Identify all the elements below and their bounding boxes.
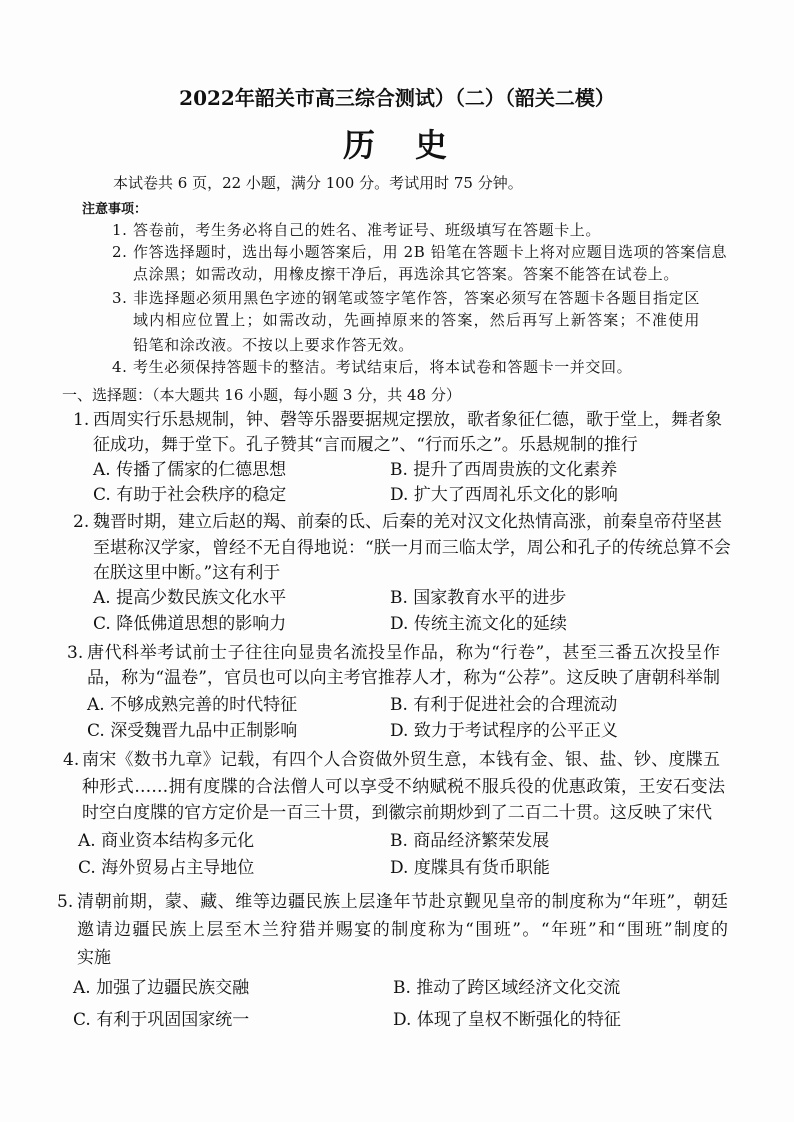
option-c: C. 有助于社会秩序的稳定 <box>93 485 287 505</box>
question-stem-line: 品，称为“温卷”，官员也可以向主考官推荐人才，称为“公荐”。这反映了唐朝科举制 <box>87 668 720 688</box>
option-d: D. 度牒具有货币职能 <box>390 858 550 878</box>
question-stem-line: 清朝前期，蒙、藏、维等边疆民族上层逢年节赴京觐见皇帝的制度称为“年班”，朝廷 <box>77 892 728 912</box>
question-stem-line: 南宋《数书九章》记载，有四个人合资做外贸生意，本钱有金、银、盐、钞、度牒五 <box>82 750 720 770</box>
option-b: B. 提升了西周贵族的文化素养 <box>390 460 618 480</box>
note-line: 点涂黑；如需改动，用橡皮擦干净后，再选涂其它答案。答案不能答在试卷上。 <box>133 265 680 283</box>
notes-heading: 注意事项： <box>82 202 148 217</box>
note-line: 答卷前，考生务必将自己的姓名、准考证号、班级填写在答题卡上。 <box>133 221 602 239</box>
note-line: 考生必须保持答题卡的整洁。考试结束后，将本试卷和答题卡一并交回。 <box>133 358 633 376</box>
question-number: 4. <box>63 750 80 770</box>
option-c: C. 海外贸易占主导地位 <box>78 858 255 878</box>
option-a: A. 传播了儒家的仁德思想 <box>93 460 287 480</box>
question-stem-line: 魏晋时期，建立后赵的羯、前秦的氐、后秦的羌对汉文化热情高涨，前秦皇帝苻坚甚 <box>93 512 722 532</box>
question-number: 3. <box>67 643 84 663</box>
exam-title: 2022年韶关市高三综合测试）（二）（韶关二模） <box>179 86 615 110</box>
option-d: D. 传统主流文化的延续 <box>390 614 567 634</box>
option-c: C. 降低佛道思想的影响力 <box>93 614 287 634</box>
question-stem-line: 实施 <box>77 948 111 968</box>
question-number: 2. <box>73 512 90 532</box>
option-b: B. 商品经济繁荣发展 <box>390 831 550 851</box>
option-c: C. 有利于巩固国家统一 <box>73 1010 250 1030</box>
note-line: 作答选择题时，选出每小题答案后，用 2B 铅笔在答题卡上将对应题目选项的答案信息 <box>133 243 728 261</box>
question-stem-line: 唐代科举考试前士子往往向显贵名流投呈作品，称为“行卷”，甚至三番五次投呈作 <box>87 643 720 663</box>
question-stem-line: 种形式……拥有度牒的合法僧人可以享受不纳赋税不服兵役的优惠政策，王安石变法 <box>82 777 725 797</box>
exam-intro: 本试卷共 6 页，22 小题，满分 100 分。考试用时 75 分钟。 <box>113 174 523 192</box>
option-d: D. 致力于考试程序的公平正义 <box>390 721 618 741</box>
section-heading: 一、选择题：（本大题共 16 小题，每小题 3 分，共 48 分） <box>62 386 461 404</box>
option-a: A. 不够成熟完善的时代特征 <box>87 695 298 715</box>
note-line: 域内相应位置上；如需改动，先画掉原来的答案，然后再写上新答案；不准使用 <box>133 311 700 329</box>
option-a: A. 提高少数民族文化水平 <box>93 588 287 608</box>
question-number: 1. <box>73 410 90 430</box>
question-stem-line: 邀请边疆民族上层至木兰狩猎并赐宴的制度称为“围班”。“年班”和“围班”制度的 <box>77 920 728 940</box>
question-stem-line: 征成功，舞于堂下。孔子赞其“言而履之”、“行而乐之”。乐悬规制的推行 <box>93 435 638 455</box>
question-stem-line: 至堪称汉学家，曾经不无自得地说：“朕一月而三临太学，周公和孔子的传统总算不会 <box>93 538 731 558</box>
question-number: 5. <box>57 892 74 912</box>
question-stem-line: 在朕这里中断。”这有利于 <box>93 563 281 583</box>
note-number: 2. <box>112 243 128 261</box>
option-a: A. 加强了边疆民族交融 <box>73 978 250 998</box>
subject-title: 历 史 <box>342 126 451 164</box>
note-number: 1. <box>112 221 128 239</box>
option-b: B. 国家教育水平的进步 <box>390 588 567 608</box>
option-b: B. 有利于促进社会的合理流动 <box>390 695 618 715</box>
option-a: A. 商业资本结构多元化 <box>78 831 255 851</box>
note-number: 3. <box>112 289 128 307</box>
option-b: B. 推动了跨区域经济文化交流 <box>393 978 621 998</box>
question-stem-line: 时空白度牒的官方定价是一百三十贯，到徽宗前期炒到了二百二十贯。这反映了宋代 <box>82 803 712 823</box>
note-line: 铅笔和涂改液。不按以上要求作答无效。 <box>133 336 414 354</box>
option-d: D. 扩大了西周礼乐文化的影响 <box>390 485 618 505</box>
question-stem-line: 西周实行乐悬规制，钟、磬等乐器要据规定摆放，歌者象征仁德，歌于堂上，舞者象 <box>93 410 722 430</box>
note-line: 非选择题必须用黑色字迹的钢笔或签字笔作答，答案必须写在答题卡各题目指定区 <box>133 289 700 307</box>
option-d: D. 体现了皇权不断强化的特征 <box>393 1010 621 1030</box>
note-number: 4. <box>112 358 128 376</box>
option-c: C. 深受魏晋九品中正制影响 <box>87 721 298 741</box>
